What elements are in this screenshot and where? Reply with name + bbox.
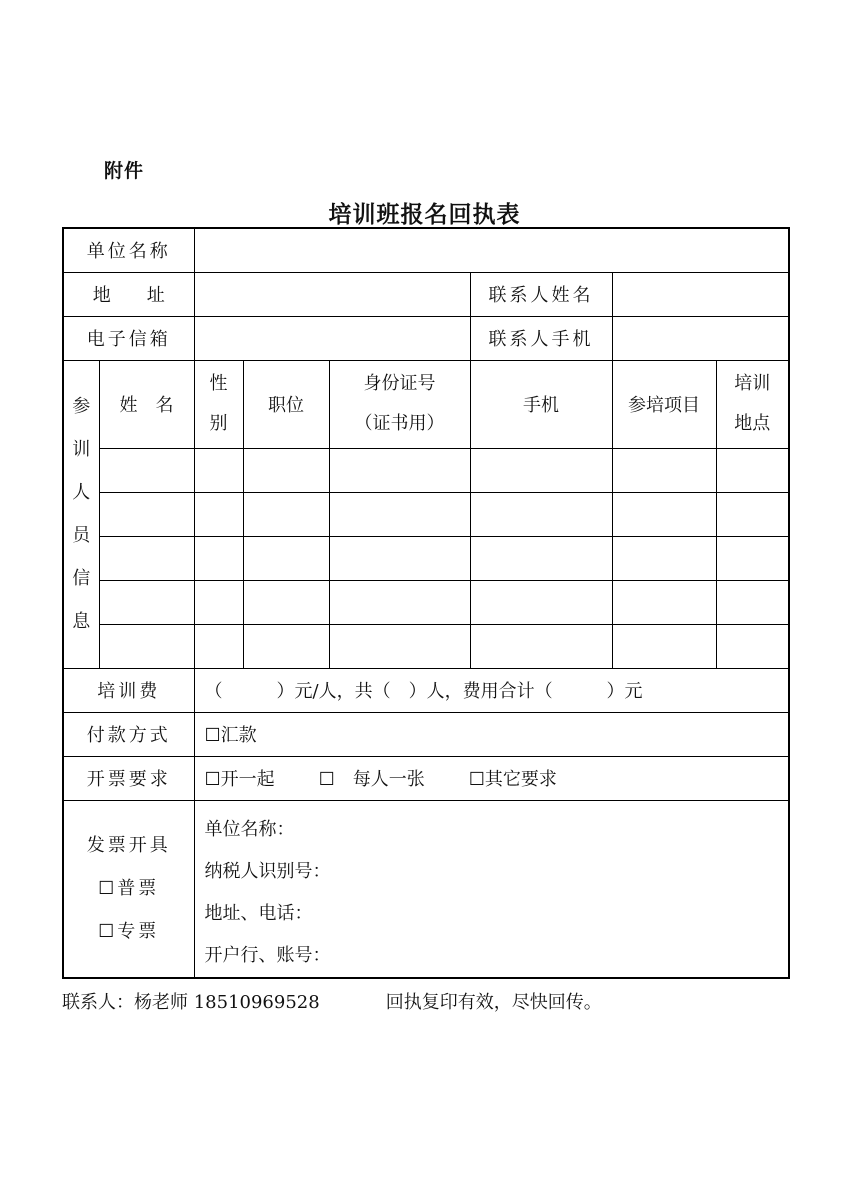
invoice-details-section — [194, 800, 789, 978]
column-header-phone: 手机 — [470, 360, 612, 448]
participant-phone-cell[interactable] — [470, 448, 612, 492]
registration-form-table — [62, 227, 790, 979]
footer — [62, 988, 602, 1014]
participant-gender-cell[interactable] — [194, 536, 243, 580]
fee-label: 培训费 — [63, 668, 194, 712]
address-row — [63, 272, 789, 316]
participant-location-cell[interactable] — [716, 492, 789, 536]
contact-phone-label: 联系人手机 — [470, 316, 612, 360]
participant-id-cell[interactable] — [329, 536, 470, 580]
participant-position-cell[interactable] — [243, 492, 329, 536]
participant-phone-cell[interactable] — [470, 624, 612, 668]
participant-id-cell[interactable] — [329, 580, 470, 624]
email-field[interactable] — [194, 316, 470, 360]
invoice-option-other[interactable]: ☐其它要求 — [468, 769, 557, 790]
invoice-issue-row — [63, 800, 789, 978]
participant-row — [63, 536, 789, 580]
invoice-requirement-label: 开票要求 — [63, 756, 194, 800]
participant-id-cell[interactable] — [329, 492, 470, 536]
invoice-requirement-row — [63, 756, 789, 800]
participant-gender-cell[interactable] — [194, 492, 243, 536]
footer-contact: 联系人：杨老师 18510969528 — [62, 992, 320, 1013]
participants-header-row — [63, 360, 789, 448]
attachment-label: 附件 — [104, 160, 145, 182]
participant-id-cell[interactable] — [329, 448, 470, 492]
invoice-unit-name-field[interactable]: 单位名称： — [204, 818, 295, 840]
participant-name-cell[interactable] — [99, 536, 194, 580]
payment-method-label: 付款方式 — [63, 712, 194, 756]
invoice-issue-section — [63, 800, 194, 978]
participant-phone-cell[interactable] — [470, 492, 612, 536]
unit-name-field[interactable] — [194, 228, 789, 272]
participant-position-cell[interactable] — [243, 536, 329, 580]
participant-position-cell[interactable] — [243, 448, 329, 492]
invoice-address-phone-field[interactable]: 地址、电话： — [204, 902, 313, 924]
participant-phone-cell[interactable] — [470, 536, 612, 580]
participant-name-cell[interactable] — [99, 448, 194, 492]
participant-position-cell[interactable] — [243, 624, 329, 668]
participant-gender-cell[interactable] — [194, 580, 243, 624]
column-header-id-number: 身份证号 （证书用） — [329, 360, 470, 448]
participant-row — [63, 492, 789, 536]
invoice-requirement-options — [194, 756, 789, 800]
email-label: 电子信箱 — [63, 316, 194, 360]
participant-id-cell[interactable] — [329, 624, 470, 668]
participant-location-cell[interactable] — [716, 624, 789, 668]
participant-phone-cell[interactable] — [470, 580, 612, 624]
invoice-type-special[interactable]: ☐专票 — [98, 921, 160, 942]
participant-position-cell[interactable] — [243, 580, 329, 624]
participant-row — [63, 448, 789, 492]
fee-text[interactable]: （ ）元/人，共（ ）人，费用合计（ ）元 — [194, 668, 789, 712]
invoice-option-combined[interactable]: ☐开一起 — [204, 769, 275, 790]
payment-option-remittance[interactable]: ☐汇款 — [194, 712, 789, 756]
payment-row — [63, 712, 789, 756]
fee-row — [63, 668, 789, 712]
column-header-gender: 性 别 — [194, 360, 243, 448]
participant-name-cell[interactable] — [99, 492, 194, 536]
contact-phone-field[interactable] — [612, 316, 789, 360]
invoice-issue-label: 发票开具 — [86, 835, 171, 856]
participant-location-cell[interactable] — [716, 580, 789, 624]
invoice-tax-id-field[interactable]: 纳税人识别号： — [204, 860, 331, 882]
unit-name-label: 单位名称 — [63, 228, 194, 272]
participant-name-cell[interactable] — [99, 624, 194, 668]
contact-name-field[interactable] — [612, 272, 789, 316]
column-header-location: 培训 地点 — [716, 360, 789, 448]
address-label: 地 址 — [63, 272, 194, 316]
unit-name-row — [63, 228, 789, 272]
participant-program-cell[interactable] — [612, 492, 716, 536]
invoice-type-general[interactable]: ☐普票 — [98, 878, 160, 899]
participant-row — [63, 580, 789, 624]
participant-program-cell[interactable] — [612, 624, 716, 668]
column-header-name: 姓 名 — [99, 360, 194, 448]
participant-location-cell[interactable] — [716, 536, 789, 580]
column-header-program: 参培项目 — [612, 360, 716, 448]
invoice-option-per-person[interactable]: ☐ 每人一张 — [318, 769, 425, 790]
participant-gender-cell[interactable] — [194, 448, 243, 492]
participant-row — [63, 624, 789, 668]
column-header-position: 职位 — [243, 360, 329, 448]
participant-name-cell[interactable] — [99, 580, 194, 624]
participant-program-cell[interactable] — [612, 536, 716, 580]
address-field[interactable] — [194, 272, 470, 316]
email-row — [63, 316, 789, 360]
participant-location-cell[interactable] — [716, 448, 789, 492]
page-title: 培训班报名回执表 — [328, 201, 521, 228]
invoice-bank-account-field[interactable]: 开户行、账号： — [204, 944, 331, 966]
contact-name-label: 联系人姓名 — [470, 272, 612, 316]
footer-note: 回执复印有效，尽快回传。 — [385, 992, 602, 1013]
participants-section-label: 参 训 人 员 信 息 — [63, 360, 99, 668]
participant-program-cell[interactable] — [612, 580, 716, 624]
participant-program-cell[interactable] — [612, 448, 716, 492]
participant-gender-cell[interactable] — [194, 624, 243, 668]
